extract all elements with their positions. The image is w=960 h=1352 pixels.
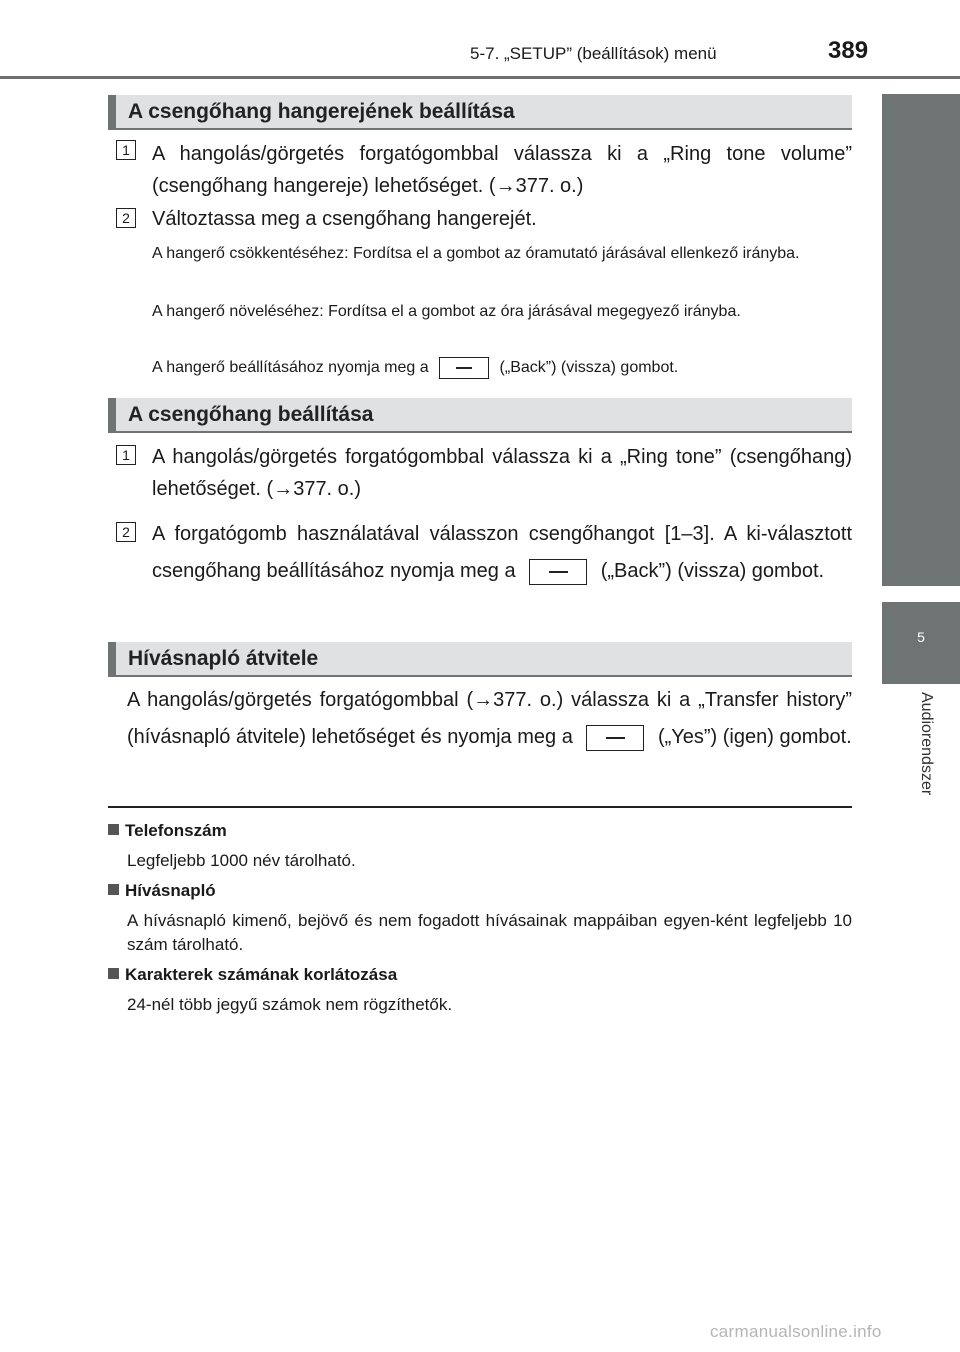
watermark: carmanualsonline.info	[710, 1322, 882, 1341]
step-text-end: („Back”) (vissza) gombot.	[600, 560, 825, 582]
square-bullet-icon	[108, 884, 119, 895]
page-number: 389	[828, 37, 869, 64]
section-heading: A csengőhang hangerejének beállítása	[108, 95, 852, 130]
side-tab-chapter: 5	[882, 602, 960, 684]
note-text-end: („Back”) (vissza) gombot.	[499, 359, 679, 377]
info-body: Legfeljebb 1000 név tárolható.	[127, 851, 356, 870]
header-rule	[0, 76, 960, 79]
note-text	[152, 357, 852, 379]
step-text	[152, 516, 852, 590]
step-text-start: A forgatógomb használatával válasszon csengőhangot [1–3]. A ki-választott csengőhang beállításához nyomja meg a	[152, 523, 852, 582]
square-bullet-icon	[108, 968, 119, 979]
section-heading: Hívásnapló átvitele	[108, 642, 852, 677]
info-body: 24-nél több jegyű számok nem rögzíthetők.	[127, 995, 453, 1014]
square-bullet-icon	[108, 824, 119, 835]
back-button-glyph	[439, 357, 489, 379]
body-text	[127, 682, 852, 756]
body-text-start: A hangolás/görgetés forgatógombbal (→377. o.) válassza ki a „Transfer history” (hívásnapló átvitele) lehetőséget és nyomja meg a	[127, 689, 852, 748]
info-body: A hívásnapló kimenő, bejövő és nem fogadott hívásainak mappáiban egyen-ként legfeljebb 10 szám tárolható.	[127, 911, 852, 954]
step-text: Változtassa meg a csengőhang hangerejét.	[152, 208, 537, 230]
info-title: Hívásnapló	[108, 881, 216, 901]
body-text-end: („Yes”) (igen) gombot.	[657, 726, 852, 748]
step-number: 1	[116, 140, 136, 160]
header-title: 5-7. „SETUP” (beállítások) menü	[470, 44, 717, 63]
step-number: 2	[116, 522, 136, 542]
step-text: A hangolás/görgetés forgatógombbal válassza ki a „Ring tone volume” (csengőhang hangereje) lehetőséget. (→377. o.)	[152, 143, 852, 197]
step-text: A hangolás/görgetés forgatógombbal válassza ki a „Ring tone” (csengőhang) lehetőséget. (→377. o.)	[152, 446, 852, 500]
note-text-start: A hangerő beállításához nyomja meg a	[152, 359, 429, 377]
back-button-glyph	[529, 559, 587, 585]
step-number: 2	[116, 208, 136, 228]
info-title: Telefonszám	[108, 821, 227, 841]
divider	[108, 806, 852, 808]
note-text: A hangerő növeléséhez: Fordítsa el a gombot az óra járásával megegyező irányba.	[152, 303, 741, 320]
info-title: Karakterek számának korlátozása	[108, 965, 397, 985]
note-text: A hangerő csökkentéséhez: Fordítsa el a gombot az óramutató járásával ellenkező irányba.	[152, 245, 800, 262]
side-tab-bar	[882, 94, 960, 586]
section-heading: A csengőhang beállítása	[108, 398, 852, 433]
yes-button-glyph	[586, 725, 644, 751]
step-number: 1	[116, 445, 136, 465]
side-tab-label: Audiorendszer	[918, 692, 935, 796]
